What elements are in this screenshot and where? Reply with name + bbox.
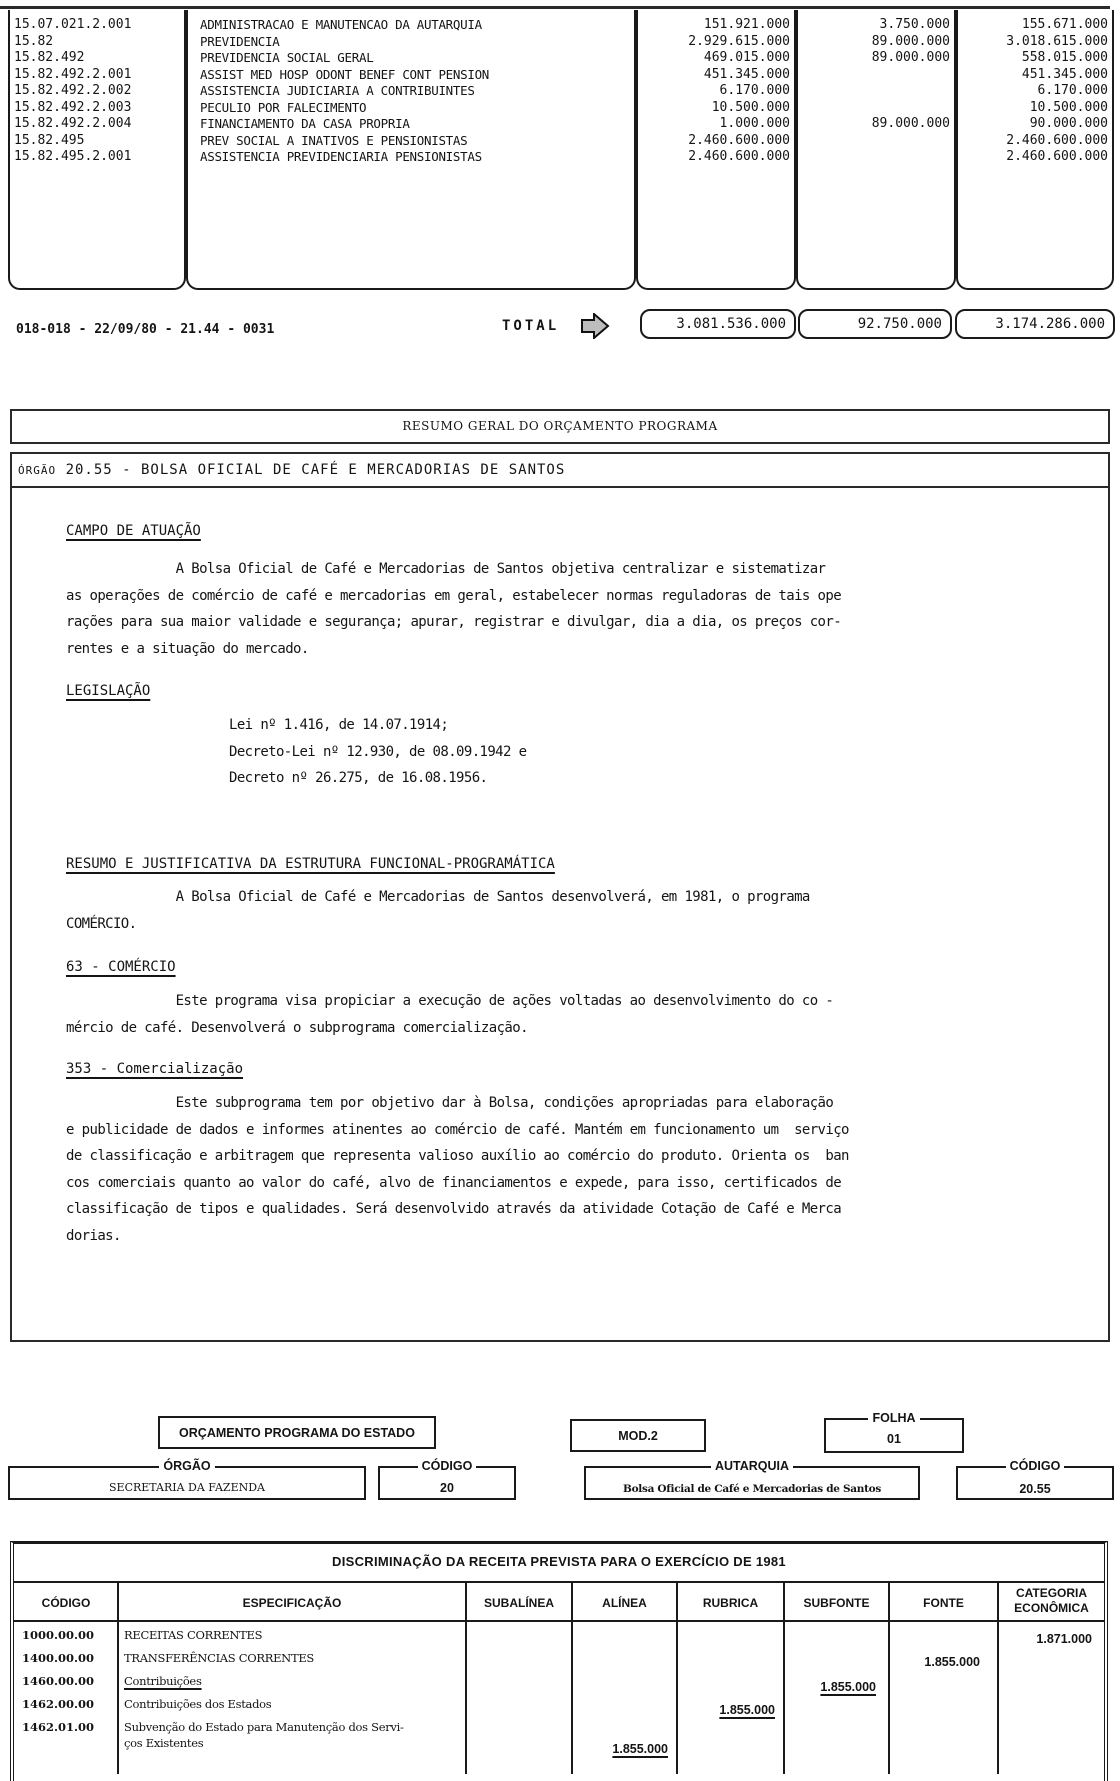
folha-box <box>824 1411 964 1453</box>
comercio-heading: 63 - COMÉRCIO <box>66 959 176 975</box>
row-spec <box>124 1674 462 1688</box>
comercializacao-text <box>66 1090 1096 1249</box>
row-code: 15.82.492.2.004 <box>14 116 132 131</box>
row-code: 1462.01.00 <box>22 1720 95 1734</box>
row-description: PREVIDENCIA <box>200 33 280 49</box>
row-rubrica-text: 1.855.000 <box>719 1703 775 1717</box>
row-alinea-value <box>576 1742 668 1756</box>
row-code: 15.82.492.2.003 <box>14 99 132 115</box>
arrow-right-icon <box>580 313 610 339</box>
row-code: 15.82.492 <box>14 50 85 65</box>
budget-row <box>0 149 1120 165</box>
col-header-categoria <box>999 1586 1104 1616</box>
total-value1: 3.081.536.000 <box>640 309 796 339</box>
model-box <box>570 1419 706 1452</box>
title-divider <box>14 1581 1104 1583</box>
row-value2: 89.000.000 <box>871 50 950 65</box>
autarquia-box <box>584 1459 920 1500</box>
row-code: 15.82.492.2.002 <box>14 83 132 98</box>
col-header-subfonte: SUBFONTE <box>803 1596 870 1610</box>
row-rubrica-value <box>680 1703 775 1717</box>
row-code: 1460.00.00 <box>22 1674 95 1688</box>
text-line: COMÉRCIO. <box>66 915 137 932</box>
budget-row <box>0 116 1120 132</box>
row-total: 3.018.615.000 <box>1006 33 1108 49</box>
row-spec-text: Contribuições <box>124 1674 202 1688</box>
row-value1: 469.015.000 <box>703 50 790 65</box>
col-header-alinea: ALÍNEA <box>602 1596 647 1610</box>
row-code: 1462.00.00 <box>22 1697 95 1711</box>
row-code: 15.82.492.2.001 <box>14 66 132 82</box>
row-subfonte-value <box>790 1680 876 1694</box>
law-item: Decreto nº 26.275, de 16.08.1956. <box>229 770 488 786</box>
autarquia-codigo-box <box>956 1459 1114 1500</box>
col-header-fonte: FONTE <box>923 1596 964 1610</box>
row-total: 90.000.000 <box>1029 116 1108 131</box>
row-spec: Contribuições dos Estados <box>124 1697 272 1711</box>
col-header-rubrica: RUBRICA <box>702 1596 759 1610</box>
row-subfonte-text: 1.855.000 <box>820 1680 876 1694</box>
row-code: 15.82.495 <box>14 132 85 148</box>
budget-row <box>0 67 1120 83</box>
col-header-codigo: CÓDIGO <box>41 1596 91 1610</box>
legislacao-heading: LEGISLAÇÃO <box>66 683 151 699</box>
campo-text <box>66 556 1096 662</box>
orgao-codigo-label: CÓDIGO <box>418 1459 477 1473</box>
text-line: e publicidade de dados e informes atinentes ao comércio de café. Mantém em funcionamento um serviço <box>66 1121 849 1138</box>
row-value1: 2.460.600.000 <box>688 132 790 148</box>
row-code: 15.82 <box>14 33 54 49</box>
row-value1: 2.460.600.000 <box>688 149 790 164</box>
row-code: 15.07.021.2.001 <box>14 17 132 32</box>
col-header-subalinea: SUBALÍNEA <box>483 1596 554 1610</box>
row-value1: 451.345.000 <box>703 66 790 82</box>
row-description: ASSIST MED HOSP ODONT BENEF CONT PENSION <box>200 66 490 82</box>
resumo-title: RESUMO GERAL DO ORÇAMENTO PROGRAMA <box>10 409 1110 444</box>
budget-row <box>0 34 1120 50</box>
row-code: 1400.00.00 <box>22 1651 95 1665</box>
model-value: MOD.2 <box>618 1429 658 1443</box>
orgao-codigo-value: 20 <box>440 1481 454 1495</box>
law-item: Decreto-Lei nº 12.930, de 08.09.1942 e <box>229 743 527 760</box>
row-value1: 2.929.615.000 <box>688 33 790 49</box>
legislacao-text <box>229 712 1029 792</box>
row-spec-line2: ços Existentes <box>124 1736 204 1750</box>
budget-row <box>0 17 1120 33</box>
row-description: FINANCIAMENTO DA CASA PROPRIA <box>200 116 410 131</box>
resumo-just-heading: RESUMO E JUSTIFICATIVA DA ESTRUTURA FUNCIONAL-PROGRAMÁTICA <box>66 856 555 872</box>
total-grand: 3.174.286.000 <box>955 309 1115 339</box>
row-value2: 89.000.000 <box>871 33 950 49</box>
folha-value: 01 <box>887 1432 901 1446</box>
row-description: PREV SOCIAL A INATIVOS E PENSIONISTAS <box>200 132 468 148</box>
header-divider <box>14 1620 1104 1622</box>
col-header-categoria-line2: ECONÔMICA <box>1014 1601 1089 1615</box>
text-line: as operações de comércio de café e mercadorias em geral, estabelecer normas reguladoras de tais ope <box>66 587 842 604</box>
resumo-just-text <box>66 884 1096 937</box>
row-value1: 1.000.000 <box>719 116 790 131</box>
col-header-categoria-line1: CATEGORIA <box>1015 1586 1088 1600</box>
row-total: 6.170.000 <box>1037 83 1108 98</box>
orgao-form-box <box>8 1459 366 1500</box>
autarquia-codigo-label: CÓDIGO <box>1006 1459 1065 1473</box>
row-spec-line1: Subvenção do Estado para Manutenção dos Servi- <box>124 1720 404 1734</box>
row-description: ADMINISTRACAO E MANUTENCAO DA AUTARQUIA <box>200 17 482 32</box>
form-title-box <box>158 1416 436 1449</box>
row-fonte-value: 1.855.000 <box>924 1655 980 1669</box>
row-spec: TRANSFERÊNCIAS CORRENTES <box>124 1651 314 1665</box>
comercio-text <box>66 988 1096 1041</box>
form-title: ORÇAMENTO PROGRAMA DO ESTADO <box>179 1426 415 1440</box>
budget-row <box>0 83 1120 99</box>
text-line: Este subprograma tem por objetivo dar à Bolsa, condições apropriadas para elaboração <box>66 1095 834 1111</box>
row-total: 2.460.600.000 <box>1006 132 1108 148</box>
orgao-label: ÓRGÃO <box>18 464 57 477</box>
row-value2: 3.750.000 <box>879 17 950 32</box>
campo-heading: CAMPO DE ATUAÇÃO <box>66 523 201 539</box>
text-line: de classificação e arbitragem que representa valioso auxílio ao comércio do produto. Orienta os ban <box>66 1148 849 1164</box>
autarquia-value: Bolsa Oficial de Café e Mercadorias de Santos <box>623 1483 881 1495</box>
text-line: A Bolsa Oficial de Café e Mercadorias de Santos desenvolverá, em 1981, o programa <box>66 889 810 905</box>
text-line: cos comerciais quanto ao valor do café, alvo de financiamentos e expede, para isso, certificados de <box>66 1174 842 1191</box>
row-value2: 89.000.000 <box>871 116 950 131</box>
col-header-especificacao: ESPECIFICAÇÃO <box>242 1596 342 1610</box>
comercializacao-heading: 353 - Comercialização <box>66 1061 244 1077</box>
row-description: PREVIDENCIA SOCIAL GERAL <box>200 50 374 65</box>
text-line: dorias. <box>66 1227 121 1244</box>
orgao-heading <box>18 462 565 478</box>
text-line: A Bolsa Oficial de Café e Mercadorias de Santos objetiva centralizar e sistematizar <box>66 561 826 577</box>
autarquia-codigo-value: 20.55 <box>1019 1482 1051 1496</box>
text-line: mércio de café. Desenvolverá o subprograma comercialização. <box>66 1019 528 1036</box>
row-description: ASSISTENCIA JUDICIARIA A CONTRIBUINTES <box>200 83 475 98</box>
autarquia-label: AUTARQUIA <box>711 1459 793 1473</box>
row-total: 2.460.600.000 <box>1006 149 1108 164</box>
text-line: rentes e a situação do mercado. <box>66 640 309 657</box>
row-description: ASSISTENCIA PREVIDENCIARIA PENSIONISTAS <box>200 149 482 164</box>
row-alinea-text: 1.855.000 <box>612 1742 668 1756</box>
top-rule <box>0 6 1110 9</box>
print-reference: 018-018 - 22/09/80 - 21.44 - 0031 <box>16 322 275 337</box>
row-value1: 10.500.000 <box>711 99 790 115</box>
orgao-value: 20.55 - BOLSA OFICIAL DE CAFÉ E MERCADORIAS DE SANTOS <box>65 462 566 478</box>
budget-row <box>0 100 1120 116</box>
text-line: Este programa visa propiciar a execução de ações voltadas ao desenvolvimento do co - <box>66 993 834 1009</box>
row-total: 155.671.000 <box>1021 17 1108 32</box>
row-total: 558.015.000 <box>1021 50 1108 65</box>
row-value1: 151.921.000 <box>703 17 790 32</box>
row-spec: RECEITAS CORRENTES <box>124 1628 263 1642</box>
total-label: TOTAL <box>502 318 560 334</box>
row-total: 10.500.000 <box>1029 99 1108 115</box>
budget-row <box>0 133 1120 149</box>
row-code: 15.82.495.2.001 <box>14 149 132 164</box>
folha-label: FOLHA <box>868 1411 919 1425</box>
row-categoria-value: 1.871.000 <box>1036 1632 1092 1646</box>
row-code: 1000.00.00 <box>22 1628 95 1642</box>
text-line: classificação de tipos e qualidades. Será desenvolvido através da atividade Cotação de Café e Merca <box>66 1201 842 1217</box>
row-total: 451.345.000 <box>1021 66 1108 82</box>
orgao-codigo-box <box>378 1459 516 1500</box>
law-item: Lei nº 1.416, de 14.07.1914; <box>229 717 449 733</box>
text-line: rações para sua maior validade e segurança; apurar, registrar e divulgar, dia a dia, os preços cor- <box>66 614 842 630</box>
total-value2: 92.750.000 <box>798 309 952 339</box>
budget-row <box>0 50 1120 66</box>
orgao-form-value: SECRETARIA DA FAZENDA <box>109 1481 265 1494</box>
row-description: PECULIO POR FALECIMENTO <box>200 99 367 115</box>
orgao-form-label: ÓRGÃO <box>159 1459 214 1473</box>
receita-title: DISCRIMINAÇÃO DA RECEITA PREVISTA PARA O EXERCÍCIO DE 1981 <box>332 1554 786 1569</box>
row-value1: 6.170.000 <box>719 83 790 98</box>
